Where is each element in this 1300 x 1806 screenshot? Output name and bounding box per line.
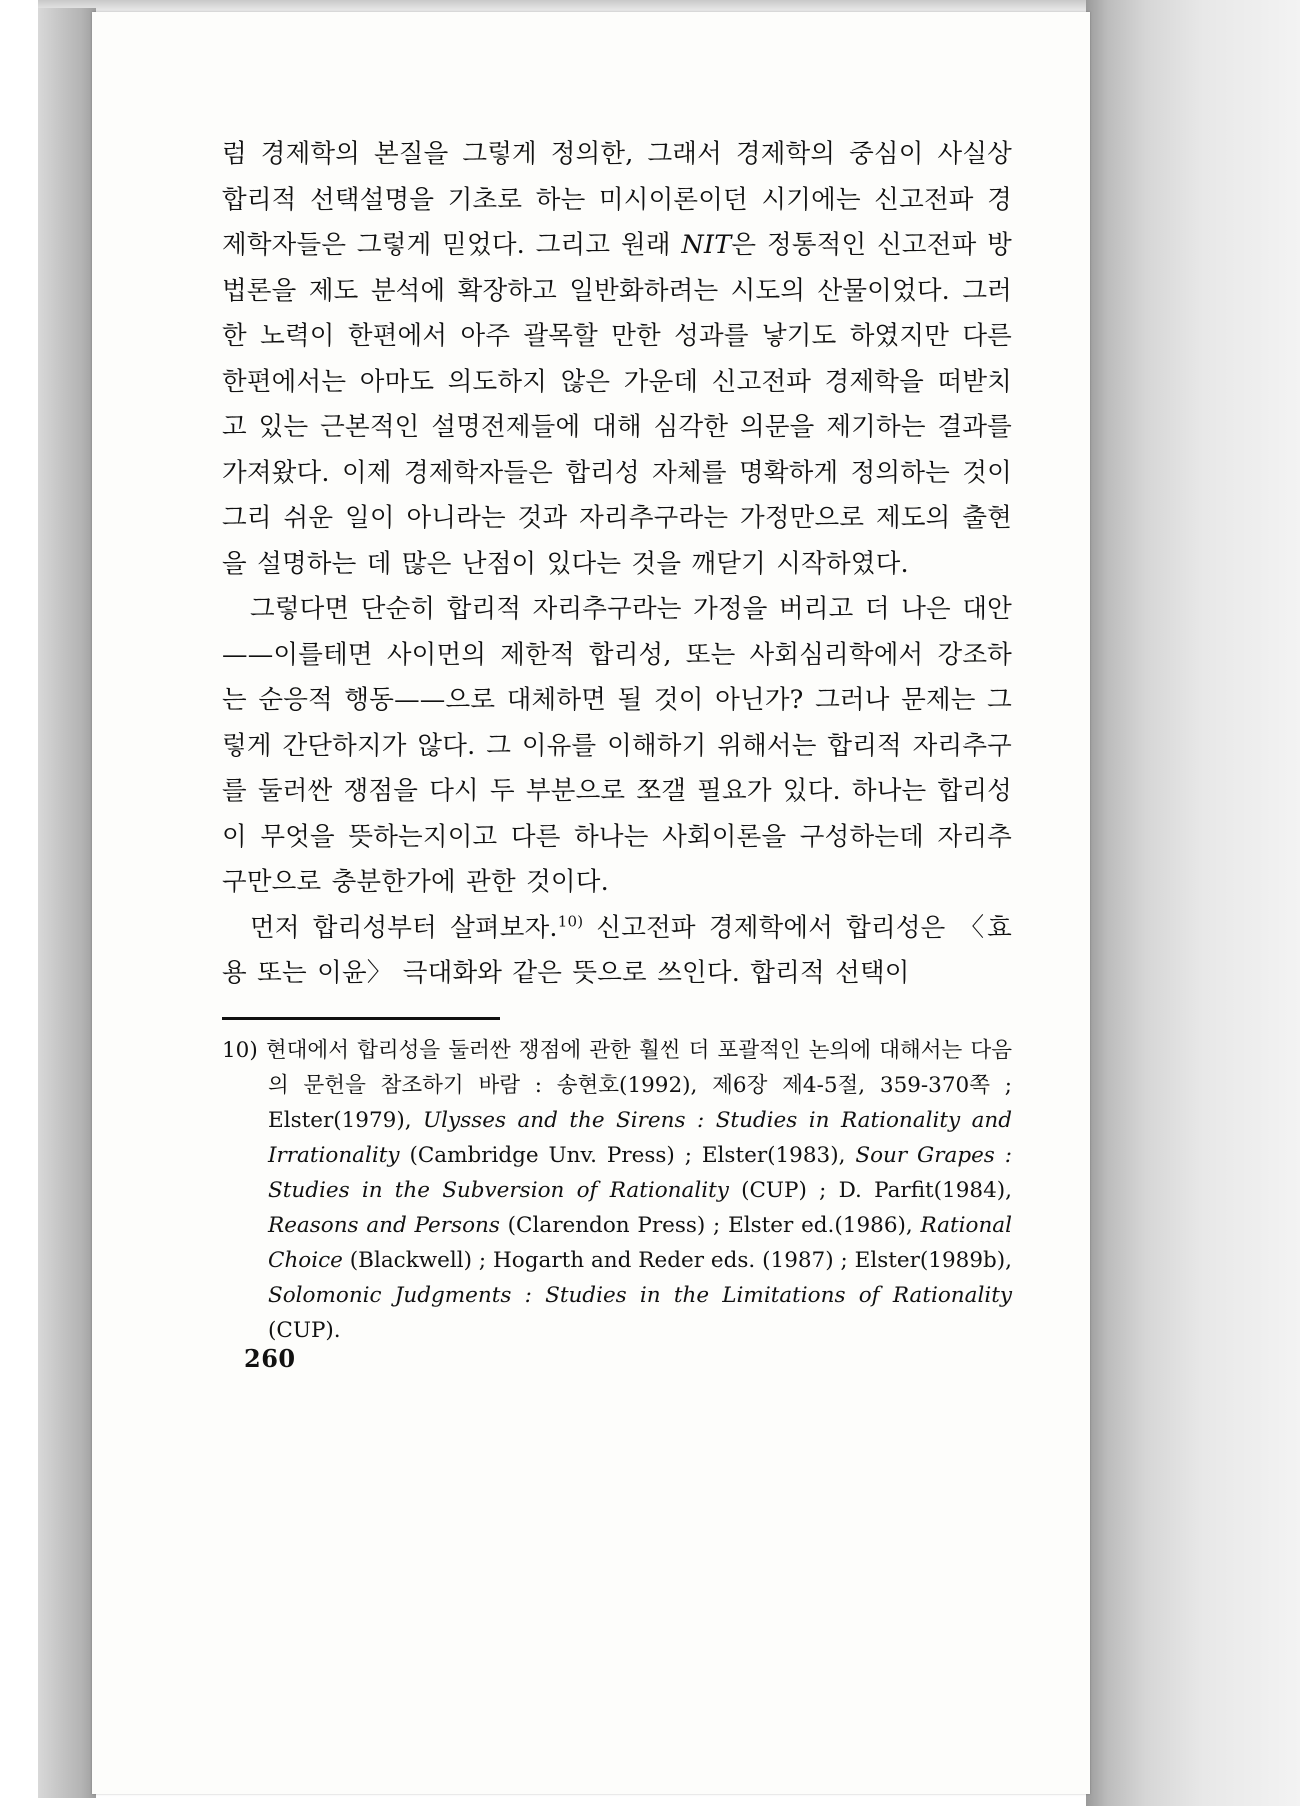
footnote-number: 10) <box>222 1037 258 1063</box>
scan-shadow-left <box>38 8 96 1798</box>
footnote-title-3: Reasons and Persons <box>268 1212 500 1238</box>
paragraph-2: 그렇다면 단순히 합리적 자리추구라는 가정을 버리고 더 나은 대안——이를테면 사이먼의 제한적 합리성, 또는 사회심리학에서 강조하는 순응적 행동——으로 대체하면 될 것이 아닌가? 그러나 문제는 그렇게 간단하지가 않다. 그 이유를 이해하기 위해서는 합리적 자리추구를 둘러싼 쟁점을 다시 두 부분으로 쪼갤 필요가 있다. 하나는 합리성이 무엇을 뜻하는지이고 다른 하나는 사회이론을 구성하는데 자리추구만으로 충분한가에 관한 것이다. <box>222 594 1012 897</box>
page-number: 260 <box>244 1344 296 1373</box>
paragraph-3: 먼저 합리성부터 살펴보자.$^{10)}$ 신고전파 경제학에서 합리성은 〈효용 또는 이윤〉 극대화와 같은 뜻으로 쓰인다. 합리적 선택이 <box>222 912 1012 988</box>
italic-term-nit: NIT <box>681 230 732 260</box>
footnote-title-2: Sour Grapes : Studies in the Subversion of Rationality <box>268 1142 1012 1203</box>
body-text-block <box>222 132 1012 997</box>
page-content-area <box>222 132 1012 1348</box>
footnote-separator-rule <box>222 1017 500 1020</box>
paragraph-1: 럼 경제학의 본질을 그렇게 정의한, 그래서 경제학의 중심이 사실상 합리적 선택설명을 기초로 하는 미시이론이던 시기에는 신고전파 경제학자들은 그렇게 믿었다. 그리고 원래 NIT은 정통적인 신고전파 방법론을 제도 분석에 확장하고 일반화하려는 시도의 산물이었다. 그러한 노력이 한편에서 아주 괄목할 만한 성과를 낳기도 하였지만 다른 한편에서는 아마도 의도하지 않은 가운데 신고전파 경제학을 떠받치고 있는 근본적인 설명전제들에 대해 심각한 의문을 제기하는 결과를 가져왔다. 이제 경제학자들은 합리성 자체를 명확하게 정의하는 것이 그리 쉬운 일이 아니라는 것과 자리추구라는 가정만으로 제도의 출현을 설명하는 데 많은 난점이 있다는 것을 깨닫기 시작하였다. <box>222 139 1012 579</box>
footnote-title-5: Solomonic Judgments : Studies in the Limitations of Rationality <box>268 1282 1012 1308</box>
footnote-block <box>222 1033 1012 1348</box>
footnote-title-1: Ulysses and the Sirens : Studies in Rationality and Irrationality <box>268 1107 1013 1168</box>
scan-shadow-right <box>1086 0 1300 1806</box>
footnote-text: 10) 현대에서 합리성을 둘러싼 쟁점에 관한 훨씬 더 포괄적인 논의에 대해서는 다음의 문헌을 참조하기 바람 : 송현호(1992), 제6장 제4-5절, 359-370쪽 ; Elster(1979), Ulysses and the Sirens : Studies in Rationality and Irrationality (Cambridge Unv. Press) ; Elster(1983), Sour Grapes : Studies in the Subversion of Rationality (CUP) ; D. Parfit(1984), Reasons and Persons (Clarendon Press) ; Elster ed.(1986), Rational Choice (Blackwell) ; Hogarth and Reder eds. (1987) ; Elster(1989b), Solomonic Judgments : Studies in the Limitations of Rationality (CUP). <box>222 1037 1013 1343</box>
book-page <box>92 12 1090 1794</box>
footnote-reference-marker[interactable]: 10) <box>557 912 584 930</box>
footnote-title-4: Rational Choice <box>268 1212 1012 1273</box>
